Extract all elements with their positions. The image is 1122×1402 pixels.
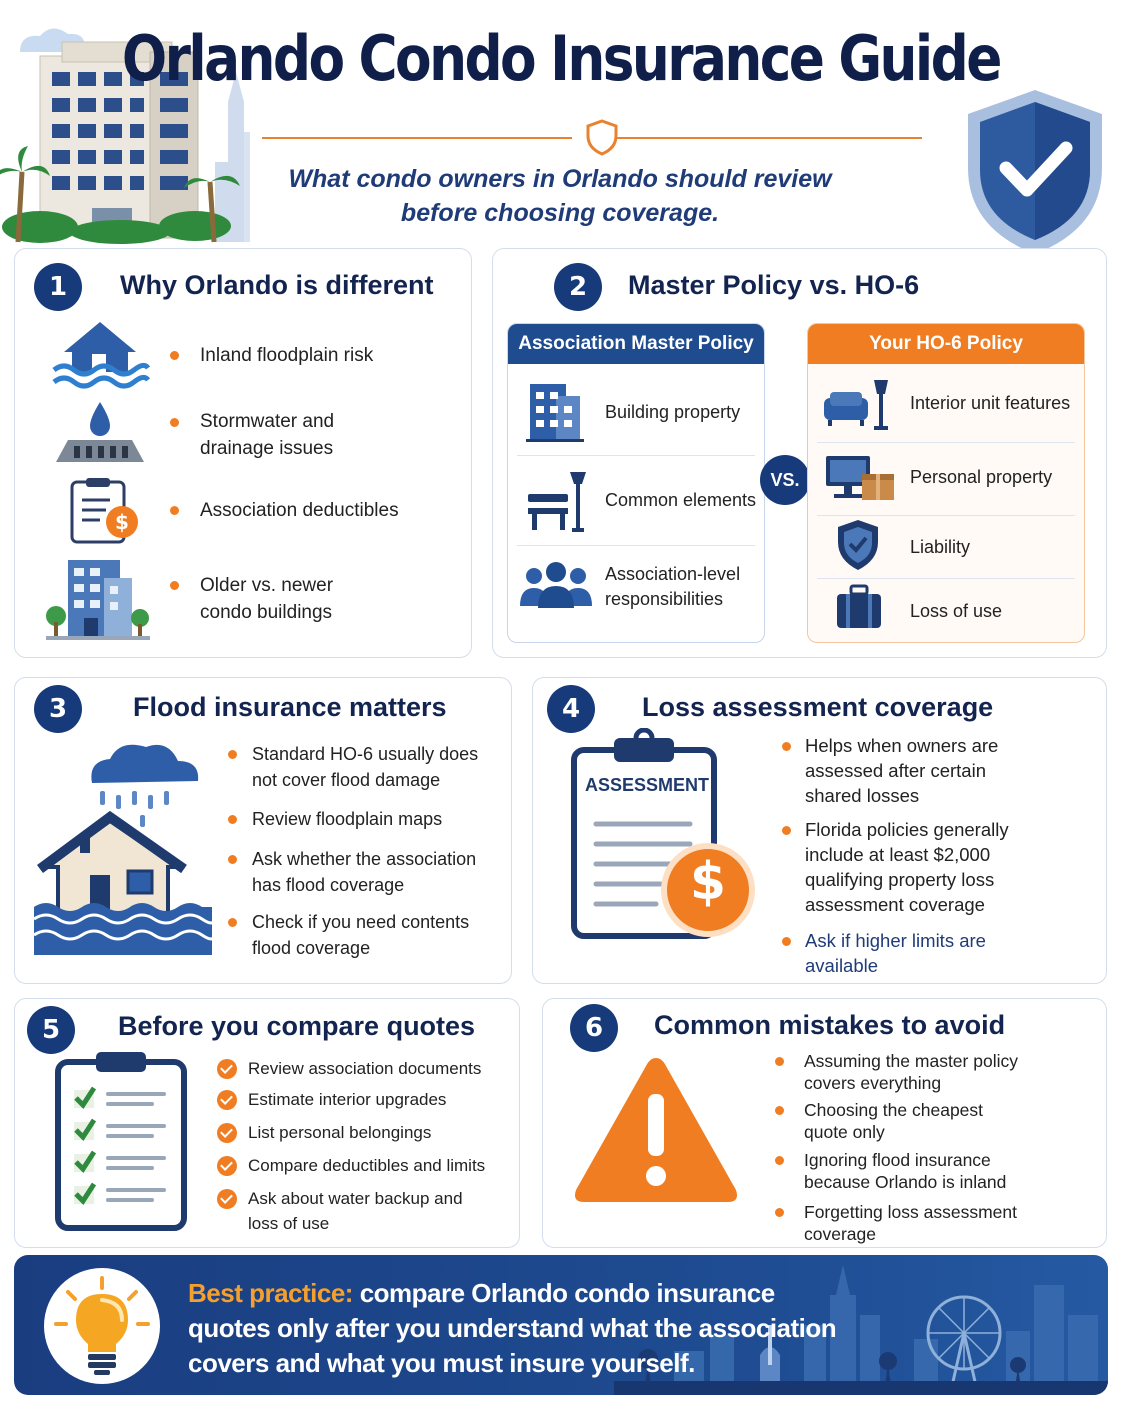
s1-item-1: Inland floodplain risk — [200, 345, 374, 366]
divider — [517, 455, 755, 456]
s5-item-5: Ask about water backup and loss of use — [248, 1189, 463, 1233]
s4-item-2: Florida policies generally include at least $2,000 qualifying property loss assessment coverage — [805, 819, 1009, 915]
s4-item-3: Ask if higher limits are available — [805, 930, 986, 976]
section-3-title: Flood insurance matters — [133, 692, 447, 722]
s3-item-2: Review floodplain maps — [252, 809, 443, 829]
bench-lamp-icon — [522, 468, 592, 534]
bullet-dot — [775, 1156, 784, 1165]
s1-item-4: Older vs. newer condo buildings — [200, 575, 334, 623]
section-1-title: Why Orlando is different — [120, 270, 434, 300]
s3-item-3: Ask whether the association has flood coverage — [252, 849, 477, 895]
deductible-document-icon — [66, 476, 146, 546]
master-item-2: Common elements — [605, 490, 757, 510]
bullet-dot — [228, 855, 237, 864]
title-divider-left — [262, 137, 572, 139]
master-policy-title: Association Master Policy — [508, 324, 764, 364]
flood-storm-house-icon — [32, 735, 218, 955]
check-icon — [217, 1090, 237, 1110]
bullet-dot — [170, 506, 179, 515]
lightbulb-icon — [44, 1268, 160, 1384]
bullet-dot — [228, 750, 237, 759]
best-practice-label: Best practice: — [188, 1278, 353, 1308]
section-2-title: Master Policy vs. HO-6 — [628, 270, 920, 300]
divider — [817, 578, 1075, 579]
building-icon — [522, 378, 588, 444]
ho6-policy-title: Your HO-6 Policy — [808, 324, 1084, 364]
bullet-dot — [782, 826, 791, 835]
small-shield-icon — [584, 118, 620, 156]
bullet-dot — [170, 351, 179, 360]
bullet-dot — [775, 1208, 784, 1217]
subtitle-line-1: What condo owners in Orlando should review — [288, 165, 832, 193]
ho6-item-2: Personal property — [910, 467, 1053, 487]
ho6-item-4: Loss of use — [910, 601, 1003, 621]
s3-item-4: Check if you need contents flood coverage — [252, 912, 470, 958]
subtitle-line-2: before choosing coverage. — [400, 199, 720, 227]
s6-item-3: Ignoring flood insurance because Orlando is inland — [804, 1150, 1007, 1192]
divider — [817, 515, 1075, 516]
checkmark-shield-icon — [960, 86, 1110, 258]
section-6-title: Common mistakes to avoid — [654, 1010, 1006, 1040]
master-item-3: Association-level responsibilities — [605, 564, 741, 609]
s6-item-1: Assuming the master policy covers everything — [804, 1051, 1018, 1093]
divider — [517, 545, 755, 546]
s6-item-4: Forgetting loss assessment coverage — [804, 1202, 1018, 1244]
bullet-dot — [782, 937, 791, 946]
s5-item-4: Compare deductibles and limits — [248, 1156, 486, 1175]
best-practice-text — [188, 1276, 848, 1381]
s1-item-2: Stormwater and drainage issues — [200, 411, 335, 459]
s1-item-3: Association deductibles — [200, 500, 399, 521]
bullet-dot — [782, 742, 791, 751]
bullet-dot — [170, 581, 179, 590]
bullet-dot — [228, 815, 237, 824]
tv-box-icon — [822, 452, 898, 504]
bullet-dot — [170, 418, 179, 427]
suitcase-icon — [834, 584, 884, 632]
dollar-coin-icon: $ — [689, 852, 727, 912]
s5-item-3: List personal belongings — [248, 1123, 432, 1142]
sofa-lamp-icon — [820, 376, 894, 432]
section-5-title: Before you compare quotes — [118, 1011, 476, 1041]
title-divider-right — [616, 137, 922, 139]
section-5-number: 5 — [27, 1006, 75, 1054]
bullet-dot — [775, 1057, 784, 1066]
bullet-dot — [228, 918, 237, 927]
section-2-number: 2 — [554, 263, 602, 311]
s4-item-1: Helps when owners are assessed after certain shared losses — [805, 735, 999, 806]
checklist-clipboard-icon — [52, 1046, 190, 1234]
ho6-item-3: Liability — [910, 537, 971, 557]
section-1-number: 1 — [34, 263, 82, 311]
check-icon — [217, 1123, 237, 1143]
ho6-item-1: Interior unit features — [910, 393, 1071, 413]
section-6-number: 6 — [570, 1004, 618, 1052]
section-4-number: 4 — [547, 685, 595, 733]
people-group-icon — [516, 562, 596, 612]
page-subtitle — [260, 162, 860, 230]
s5-item-2: Estimate interior upgrades — [248, 1090, 447, 1109]
check-icon — [217, 1156, 237, 1176]
bullet-dot — [775, 1106, 784, 1115]
s3-item-1: Standard HO-6 usually does not cover flood damage — [252, 744, 479, 790]
assessment-clipboard-icon — [566, 728, 762, 948]
flooded-house-icon — [50, 318, 150, 390]
s5-item-1: Review association documents — [248, 1059, 482, 1078]
section-3-number: 3 — [34, 685, 82, 733]
best-practice-body: compare Orlando condo insurance quotes only after you understand what the association covers and what you must insure yourself. — [188, 1278, 837, 1378]
section-4-title: Loss assessment coverage — [642, 692, 994, 722]
page-title: Orlando Condo Insurance Guide — [121, 22, 1000, 95]
check-icon — [217, 1059, 237, 1079]
warning-triangle-icon — [570, 1050, 742, 1210]
master-item-1: Building property — [605, 402, 741, 422]
check-icon — [217, 1189, 237, 1209]
s6-item-2: Choosing the cheapest quote only — [804, 1100, 984, 1142]
storm-drain-icon — [50, 398, 150, 468]
condo-building-icon — [44, 556, 152, 642]
svg-text:$: $ — [115, 510, 129, 534]
clipboard-label: ASSESSMENT — [585, 775, 710, 795]
vs-badge: VS. — [760, 455, 810, 505]
divider — [817, 442, 1075, 443]
shield-icon — [834, 518, 882, 572]
